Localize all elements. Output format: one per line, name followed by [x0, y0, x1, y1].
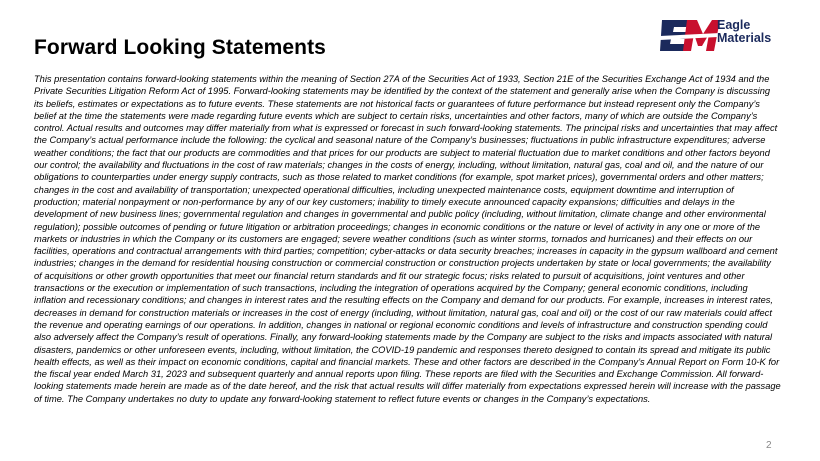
logo-wordmark	[717, 19, 771, 45]
page-title: Forward Looking Statements	[34, 36, 326, 59]
page-number: 2	[766, 440, 772, 451]
disclaimer-paragraph: This presentation contains forward-looking statements within the meaning of Section 27A of the Securities Act of 1933, Section 21E of the Securities Exchange Act of 1934 and the Private Securities Litigation Reform Act of 1995. Forward-looking statements may be identified by the context of the statement and generally arise when the Company is discussing its beliefs, estimates or expectations as to future events. These statements are not historical facts or guarantees of future performance but instead represent only the Company’s belief at the time the statements were made regarding future events which are subject to certain risks, uncertainties and other factors, many of which are outside the Company’s control. Actual results and outcomes may differ materially from what is expressed or forecast in such forward-looking statements. The principal risks and uncertainties that may affect the Company’s actual performance include the following: the cyclical and seasonal nature of the Company’s businesses; fluctuations in public infrastructure expenditures; adverse weather conditions; the fact that our products are commodities and that prices for our products are subject to material fluctuation due to market conditions and other factors beyond our control; the availability and fluctuations in the cost of raw materials; changes in the costs of energy, including, without limitation, natural gas, coal and oil, and the nature of our obligations to counterparties under energy supply contracts, such as those related to market conditions (for example, spot market prices), governmental orders and other matters; changes in the cost and availability of transportation; unexpected operational difficulties, including unexpected maintenance costs, equipment downtime and interruption of production; material nonpayment or non-performance by any of our key customers; inability to timely execute announced capacity expansions; difficulties and delays in the development of new business lines; governmental regulation and changes in governmental and public policy (including, without limitation, climate change and other environmental regulation); possible outcomes of pending or future litigation or arbitration proceedings; changes in economic conditions or the nature or level of activity in any one or more of the markets or industries in which the Company or its customers are engaged; severe weather conditions (such as winter storms, tornados and hurricanes) and their effects on our facilities, operations and contractual arrangements with third parties; competition; cyber-attacks or data security breaches; increases in capacity in the gypsum wallboard and cement industries; changes in the demand for residential housing construction or commercial construction or construction projects undertaken by state or local governments; the availability of acquisitions or other growth opportunities that meet our financial return standards and fit our strategic focus; risks related to pursuit of acquisitions, joint ventures and other transactions or the execution or implementation of such transactions, including the integration of operations acquired by the Company; general economic conditions, including inflation and recessionary conditions; and changes in interest rates and the resulting effects on the Company and demand for our products. For example, increases in interest rates, decreases in demand for construction materials or increases in the cost of energy (including, without limitation, natural gas, coal and oil) or the cost of our raw materials could affect the revenue and operating earnings of our operations. In addition, changes in national or regional economic conditions and levels of infrastructure and construction spending could also adversely affect the Company’s result of operations. Finally, any forward-looking statements made by the Company are subject to the risks and impacts associated with natural disasters, pandemics or other unforeseen events, including, without limitation, the COVID-19 pandemic and responses thereto designed to contain its spread and mitigate its public health effects, as well as their impact on economic conditions, capital and financial markets. These and other factors are described in the Company’s Annual Report on Form 10-K for the fiscal year ended March 31, 2023 and subsequent quarterly and annual reports upon filing. These reports are filed with the Securities and Exchange Commission. All forward-looking statements made herein are made as of the date hereof, and the risk that actual results will differ materially from expectations expressed herein will increase with the passage of time. The Company undertakes no duty to update any forward-looking statement to reflect future events or changes in the Company’s expectations.	[34, 74, 781, 404]
logo-line-1: Eagle	[717, 18, 751, 32]
em-mark-icon	[660, 20, 720, 51]
logo-line-2: Materials	[717, 31, 772, 45]
